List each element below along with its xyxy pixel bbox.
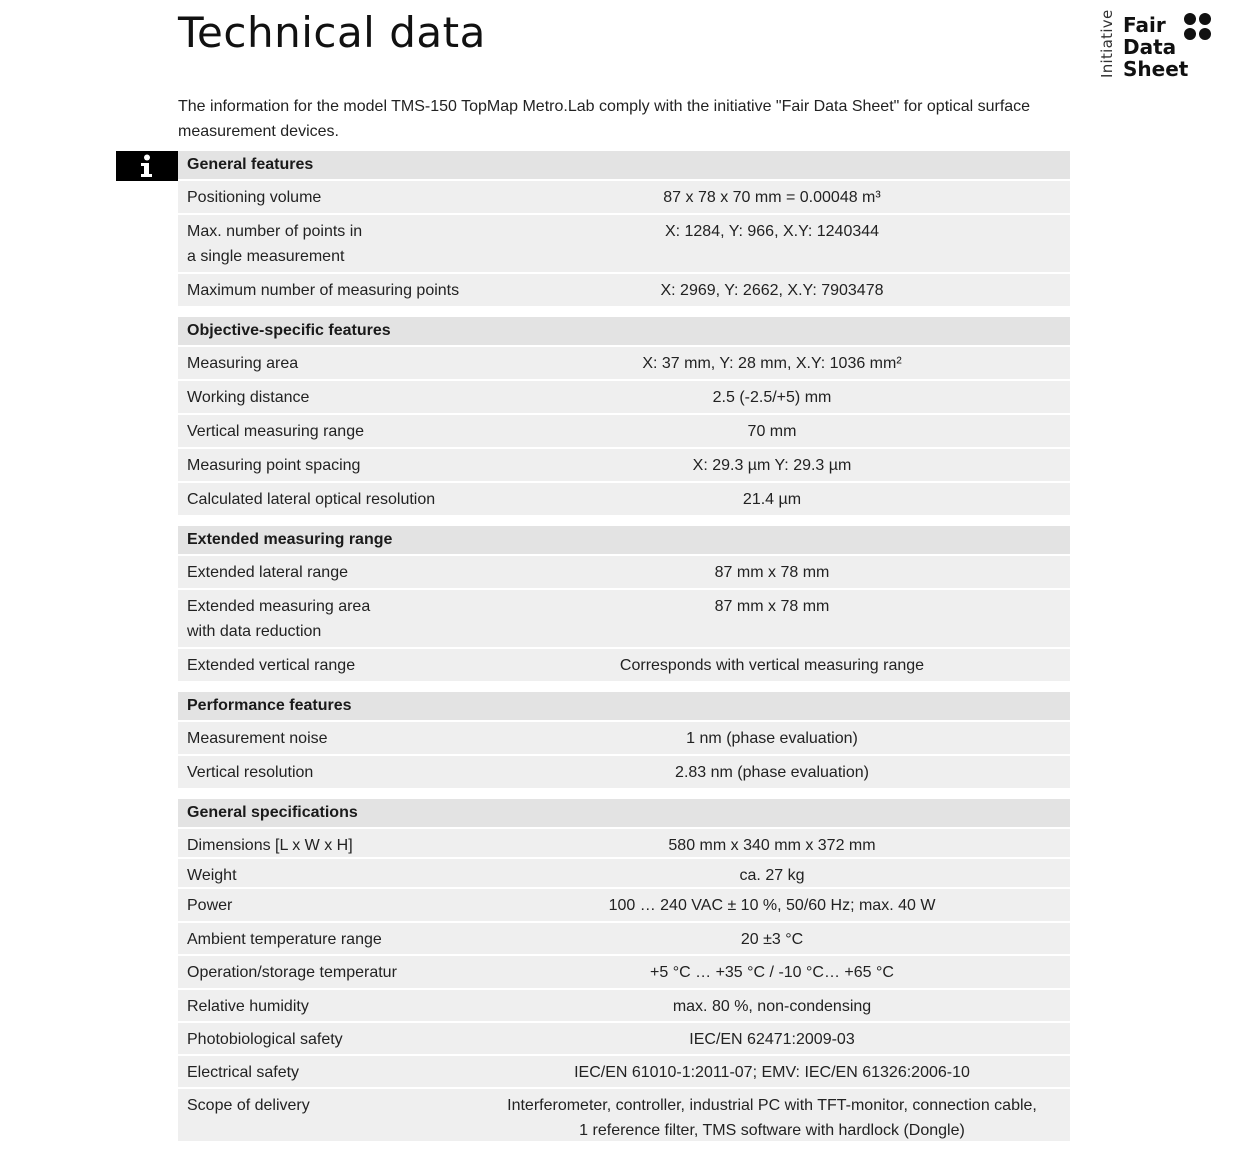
spec-value: 87 x 78 x 70 mm = 0.00048 m³ xyxy=(663,189,881,206)
spec-label: Power xyxy=(187,897,233,914)
spec-value: 21.4 µm xyxy=(742,491,802,508)
spec-value: 70 mm xyxy=(747,423,797,440)
intro-text: The information for the model TMS-150 TopMap Metro.Lab comply with the initiative "Fair Data Sheet" for optical surface measurement devices. xyxy=(178,98,1031,140)
spec-value: X: 37 mm, Y: 28 mm, X.Y: 1036 mm² xyxy=(642,355,902,372)
table-row xyxy=(178,859,1070,889)
spec-section xyxy=(178,799,1070,1143)
spec-value: 1 nm (phase evaluation) xyxy=(686,730,858,747)
spec-value: 2.83 nm (phase evaluation) xyxy=(675,764,869,781)
logo-initiative-text: Initiative xyxy=(1098,9,1116,78)
spec-section xyxy=(178,317,1070,517)
logo-wordmark xyxy=(1123,14,1188,80)
table-row xyxy=(178,829,1070,859)
table-row xyxy=(178,649,1070,683)
spec-label: Electrical safety xyxy=(187,1064,300,1081)
spec-value: max. 80 %, non-condensing xyxy=(672,998,872,1015)
table-row xyxy=(178,1056,1070,1089)
table-row xyxy=(178,590,1070,649)
section-heading: General specifications xyxy=(178,799,1070,829)
spec-label: Max. number of points in a single measurement xyxy=(187,223,363,265)
logo-line-fair: Fair xyxy=(1123,13,1166,37)
table-row xyxy=(178,215,1070,274)
fair-data-sheet-logo xyxy=(1098,9,1218,82)
spec-label: Vertical measuring range xyxy=(187,423,364,440)
section-heading: Extended measuring range xyxy=(178,526,1070,556)
table-row xyxy=(178,483,1070,517)
spec-value: +5 °C … +35 °C / -10 °C… +65 °C xyxy=(650,964,894,981)
spec-value: ca. 27 kg xyxy=(739,867,805,884)
table-row xyxy=(178,347,1070,381)
spec-label: Measurement noise xyxy=(187,730,328,747)
table-row xyxy=(178,1023,1070,1056)
info-icon xyxy=(116,151,178,181)
spec-label: Photobiological safety xyxy=(187,1031,343,1048)
spec-value: Corresponds with vertical measuring range xyxy=(619,657,925,674)
section-heading: Objective-specific features xyxy=(178,317,1070,347)
spec-label: Relative humidity xyxy=(187,998,309,1015)
table-row xyxy=(178,990,1070,1023)
technical-data-tables xyxy=(178,151,1070,1152)
logo-line-data: Data xyxy=(1123,35,1177,59)
table-row xyxy=(178,956,1070,990)
logo-dots-icon xyxy=(1183,12,1213,42)
table-row xyxy=(178,381,1070,415)
table-row xyxy=(178,923,1070,956)
spec-label: Weight xyxy=(187,867,237,884)
table-row xyxy=(178,722,1070,756)
spec-value: 2.5 (-2.5/+5) mm xyxy=(712,389,832,406)
spec-section xyxy=(178,151,1070,308)
table-row xyxy=(178,556,1070,590)
spec-section xyxy=(178,692,1070,790)
spec-value: X: 29.3 µm Y: 29.3 µm xyxy=(692,457,852,474)
table-row xyxy=(178,449,1070,483)
spec-value: 100 … 240 VAC ± 10 %, 50/60 Hz; max. 40 W xyxy=(608,897,936,914)
spec-label: Extended lateral range xyxy=(187,564,348,581)
spec-value: 580 mm x 340 mm x 372 mm xyxy=(668,837,876,854)
spec-label: Scope of delivery xyxy=(187,1097,310,1114)
logo-line-sheet: Sheet xyxy=(1123,57,1189,81)
spec-value: 20 ±3 °C xyxy=(740,931,804,948)
spec-label: Working distance xyxy=(187,389,310,406)
spec-section xyxy=(178,526,1070,683)
spec-value: X: 1284, Y: 966, X.Y: 1240344 xyxy=(664,223,880,240)
spec-label: Extended measuring area with data reduction xyxy=(187,598,371,640)
table-row xyxy=(178,181,1070,215)
section-heading: Performance features xyxy=(178,692,1070,722)
spec-label: Positioning volume xyxy=(187,189,322,206)
spec-value: IEC/EN 62471:2009-03 xyxy=(689,1031,855,1048)
spec-label: Dimensions [L x W x H] xyxy=(187,837,353,854)
table-row xyxy=(178,1089,1070,1143)
spec-value: Interferometer, controller, industrial PC with TFT-monitor, connection cable, 1 reference filter, TMS software with hardlock (Dongle) xyxy=(507,1097,1037,1139)
spec-value: 87 mm x 78 mm xyxy=(714,564,830,581)
spec-label: Operation/storage temperatur xyxy=(187,964,397,981)
spec-value: 87 mm x 78 mm xyxy=(714,598,830,615)
spec-label: Vertical resolution xyxy=(187,764,314,781)
spec-label: Ambient temperature range xyxy=(187,931,382,948)
spec-label: Maximum number of measuring points xyxy=(187,282,460,299)
spec-label: Measuring point spacing xyxy=(187,457,361,474)
table-row xyxy=(178,756,1070,790)
table-row xyxy=(178,889,1070,923)
spec-label: Calculated lateral optical resolution xyxy=(187,491,436,508)
table-row xyxy=(178,274,1070,308)
spec-value: X: 2969, Y: 2662, X.Y: 7903478 xyxy=(660,282,884,299)
spec-label: Extended vertical range xyxy=(187,657,356,674)
section-heading: General features xyxy=(178,151,1070,181)
table-row xyxy=(178,415,1070,449)
spec-label: Measuring area xyxy=(187,355,299,372)
spec-value: IEC/EN 61010-1:2011-07; EMV: IEC/EN 61326:2006-10 xyxy=(574,1064,970,1081)
page-title: Technical data xyxy=(178,8,486,57)
